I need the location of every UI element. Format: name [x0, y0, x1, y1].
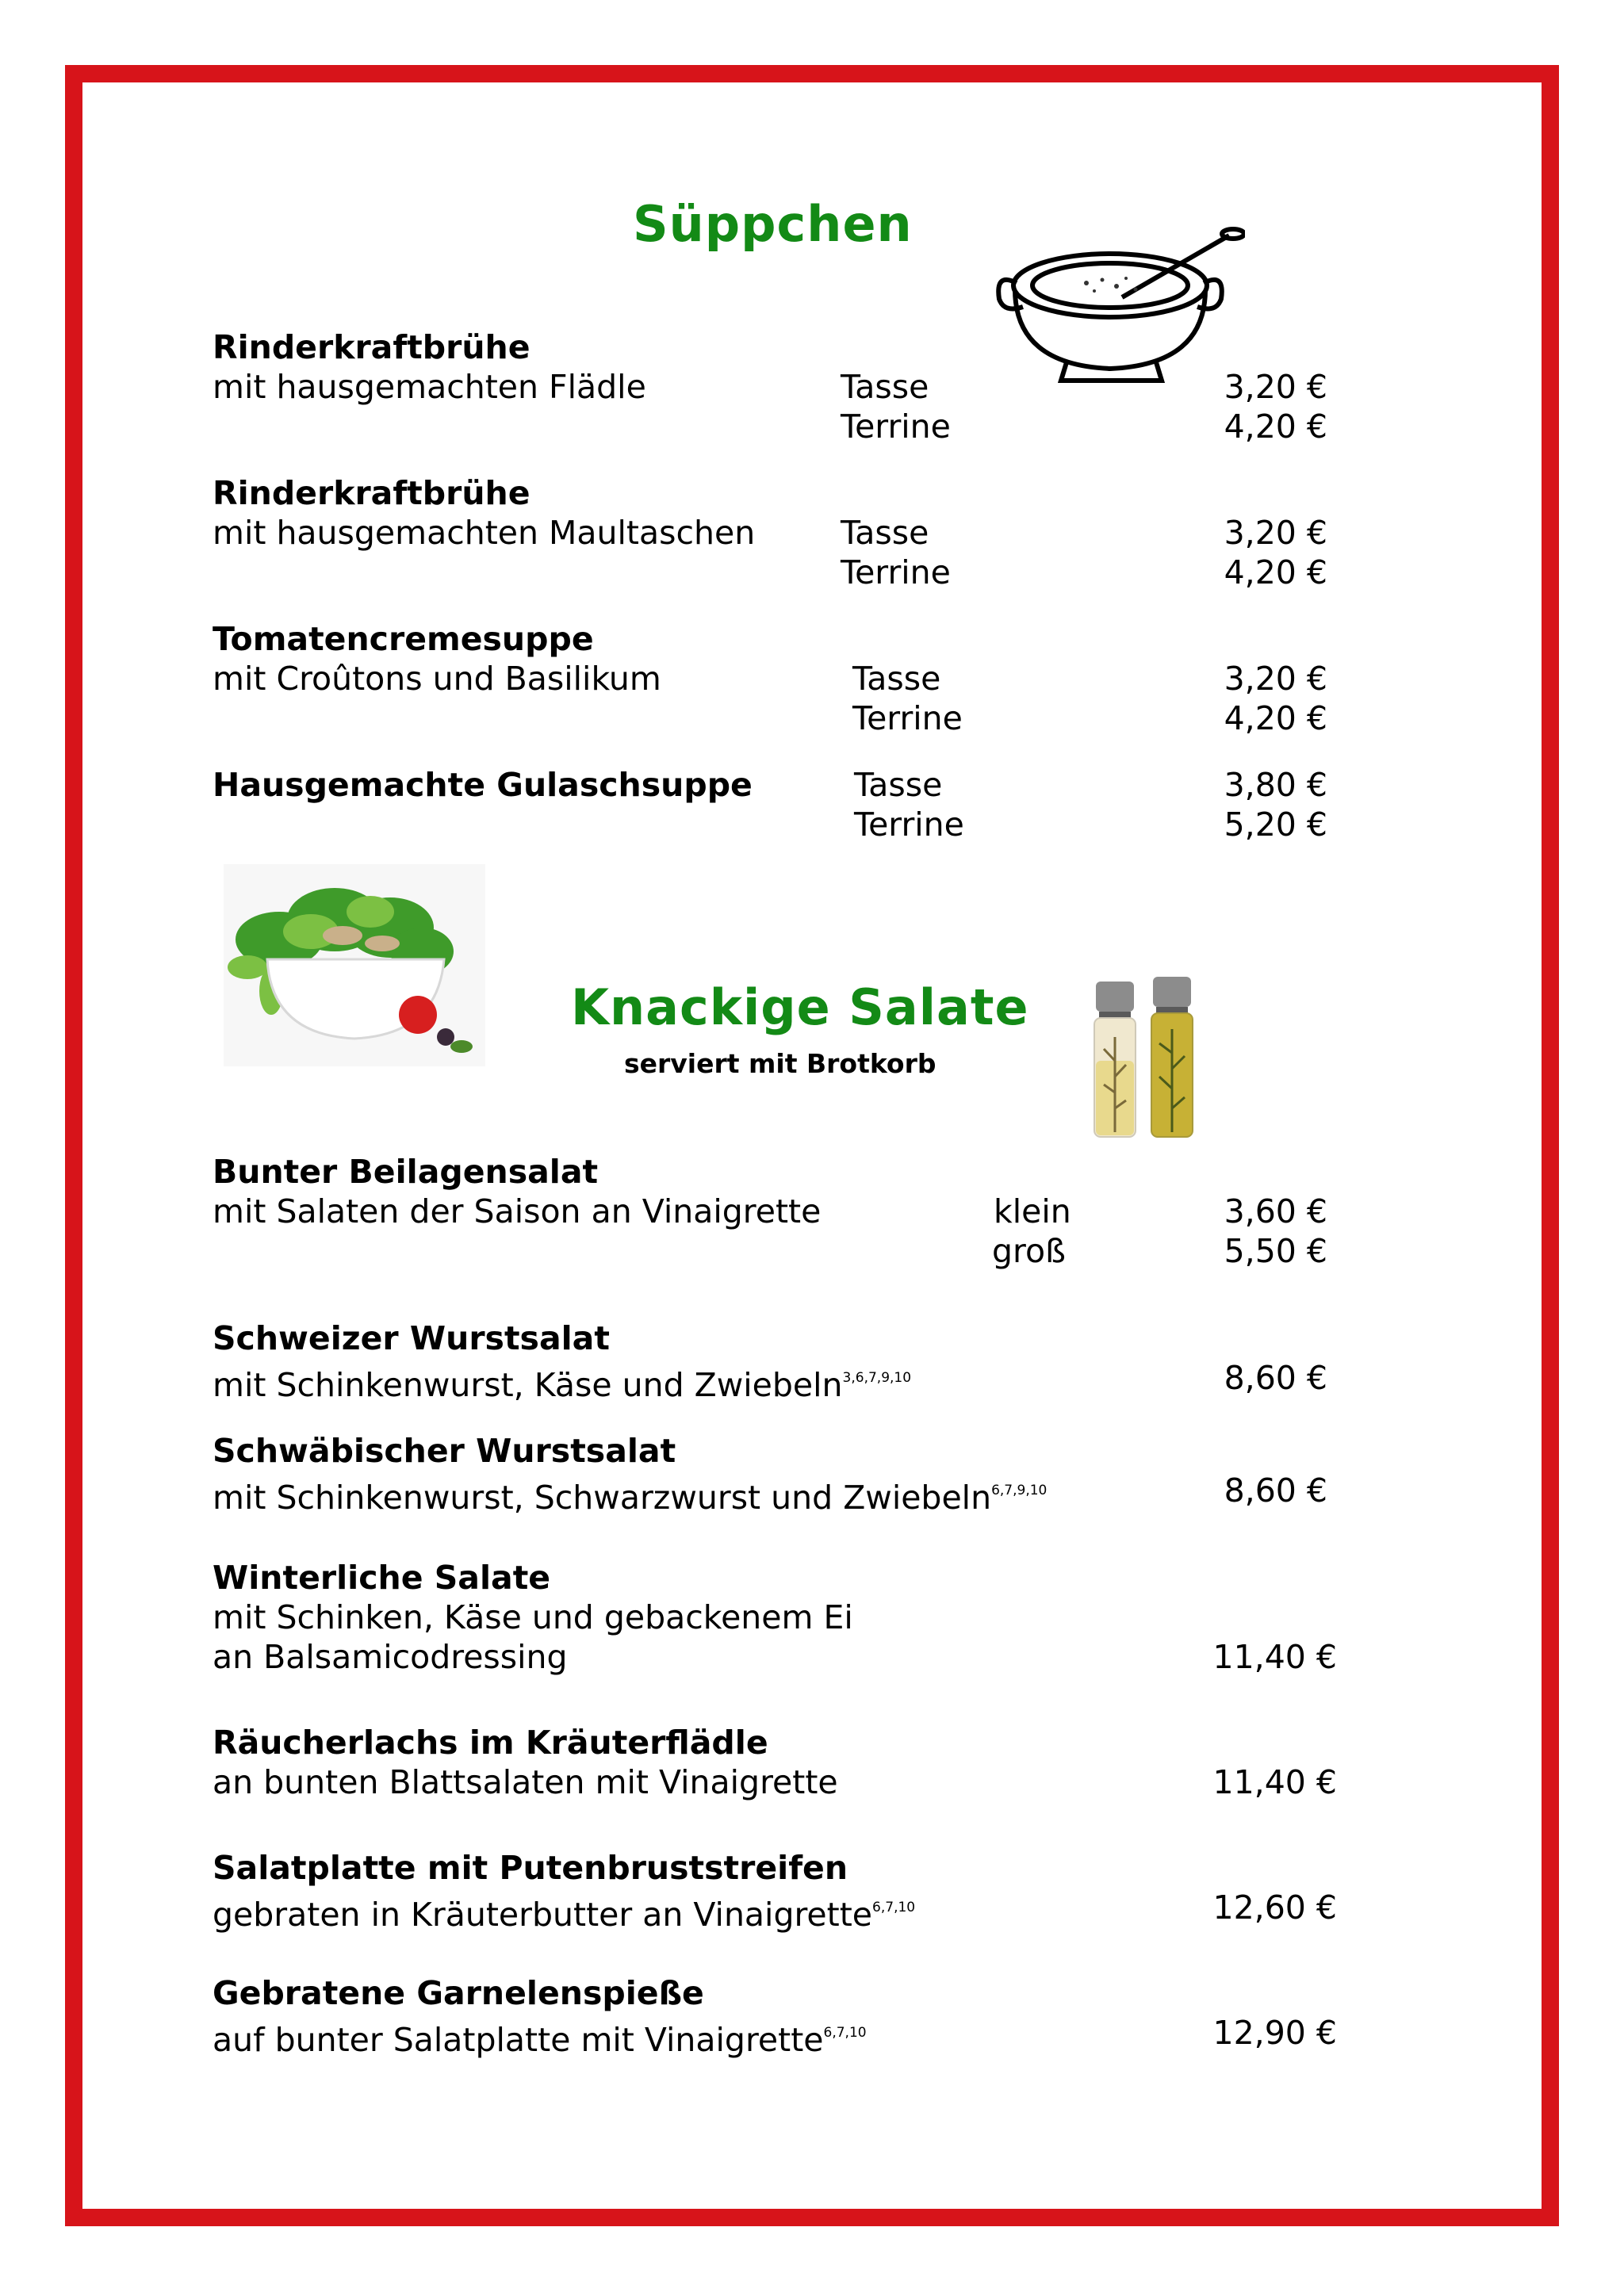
salad-desc-text: mit Schinkenwurst, Schwarzwurst und Zwiebeln: [213, 1479, 992, 1517]
salad-desc: [213, 1471, 1047, 1517]
salad-name: Schweizer Wurstsalat: [213, 1319, 610, 1357]
allergen-codes: 6,7,10: [872, 1900, 916, 1915]
size-label: Tasse: [841, 514, 929, 552]
salad-desc-text: mit Schinkenwurst, Käse und Zwiebeln: [213, 1366, 843, 1404]
price: 3,60 €: [1224, 1192, 1327, 1230]
size-label: klein: [994, 1192, 1071, 1230]
price: 12,90 €: [1212, 2014, 1337, 2052]
salad-desc: [213, 1888, 915, 1934]
soup-name: Rinderkraftbrühe: [213, 474, 530, 512]
price: 11,40 €: [1212, 1763, 1337, 1801]
price: 11,40 €: [1212, 1638, 1337, 1676]
price: 3,20 €: [1224, 660, 1327, 698]
allergen-codes: 6,7,10: [823, 2025, 867, 2041]
allergen-codes: 6,7,9,10: [991, 1483, 1048, 1498]
price: 8,60 €: [1224, 1359, 1327, 1397]
soup-name: Rinderkraftbrühe: [213, 328, 530, 366]
soup-bowl-illustration: [991, 226, 1245, 385]
soup-desc: mit hausgemachten Maultaschen: [213, 514, 756, 552]
soups-heading: Süppchen: [633, 195, 913, 253]
size-label: Terrine: [841, 408, 951, 446]
price: 5,50 €: [1224, 1232, 1327, 1270]
salad-desc-text: gebraten in Kräuterbutter an Vinaigrette: [213, 1896, 873, 1934]
salad-name: Bunter Beilagensalat: [213, 1153, 599, 1191]
size-label: Tasse: [852, 660, 941, 698]
salad-bowl-photo: [224, 864, 485, 1066]
price: 3,20 €: [1224, 514, 1327, 552]
price: 3,20 €: [1224, 368, 1327, 406]
soup-name: Hausgemachte Gulaschsuppe: [213, 766, 753, 804]
salad-desc: mit Schinken, Käse und gebackenem Ei: [213, 1598, 853, 1636]
allergen-codes: 3,6,7,9,10: [842, 1370, 912, 1386]
size-label: Terrine: [854, 806, 964, 844]
salad-name: Schwäbischer Wurstsalat: [213, 1432, 676, 1470]
size-label: groß: [992, 1232, 1066, 1270]
salad-name: Räucherlachs im Kräuterflädle: [213, 1724, 768, 1762]
salad-desc: [213, 1358, 911, 1405]
size-label: Tasse: [854, 766, 943, 804]
salad-desc: an Balsamicodressing: [213, 1638, 568, 1676]
salads-subtitle: serviert mit Brotkorb: [624, 1048, 936, 1079]
price: 4,20 €: [1224, 553, 1327, 591]
salad-name: Salatplatte mit Putenbruststreifen: [213, 1849, 848, 1887]
salads-heading: Knackige Salate: [571, 978, 1029, 1036]
price: 4,20 €: [1224, 699, 1327, 737]
salad-desc: an bunten Blattsalaten mit Vinaigrette: [213, 1763, 838, 1801]
price: 3,80 €: [1224, 766, 1327, 804]
price: 12,60 €: [1212, 1888, 1337, 1927]
salad-name: Gebratene Garnelenspieße: [213, 1974, 704, 2012]
salad-name: Winterliche Salate: [213, 1559, 551, 1597]
size-label: Terrine: [841, 553, 951, 591]
salad-desc: [213, 2013, 867, 2060]
size-label: Terrine: [852, 699, 963, 737]
size-label: Tasse: [841, 368, 929, 406]
salad-desc-text: auf bunter Salatplatte mit Vinaigrette: [213, 2021, 824, 2059]
oil-vinegar-bottles-photo: [1088, 974, 1207, 1140]
price: 4,20 €: [1224, 408, 1327, 446]
soup-desc: mit Croûtons und Basilikum: [213, 660, 661, 698]
soup-name: Tomatencremesuppe: [213, 620, 594, 658]
soup-desc: mit hausgemachten Flädle: [213, 368, 646, 406]
price: 8,60 €: [1224, 1471, 1327, 1510]
price: 5,20 €: [1224, 806, 1327, 844]
salad-desc: mit Salaten der Saison an Vinaigrette: [213, 1192, 822, 1230]
